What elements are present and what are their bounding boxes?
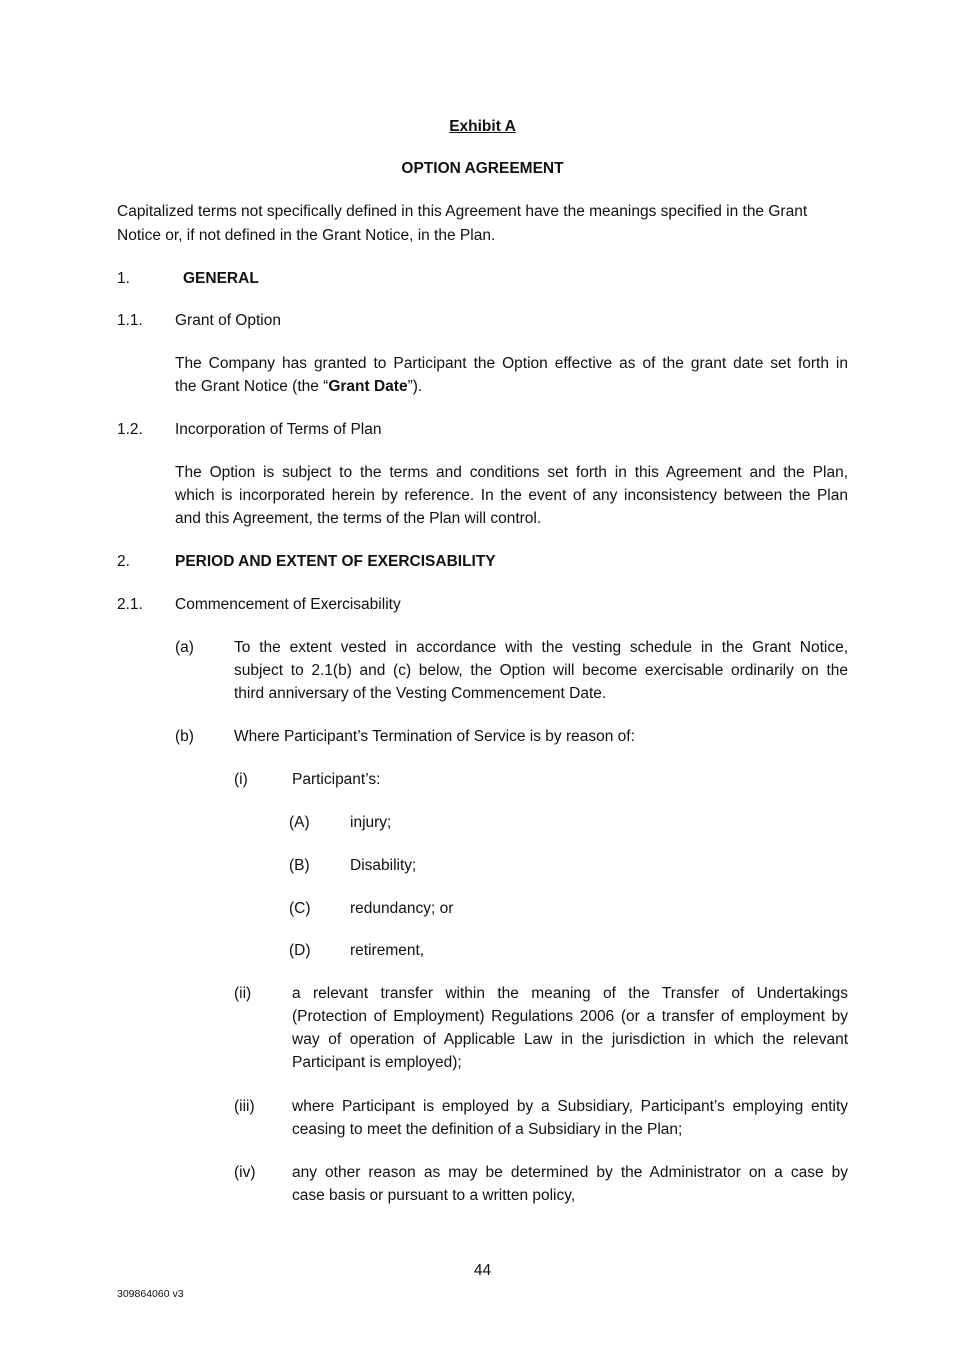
clause-i-text: Participant’s: [292, 771, 381, 788]
clause-i-label: (i) [234, 771, 248, 788]
intro-line-2: Notice or, if not defined in the Grant Notice, in the Plan. [117, 227, 496, 244]
section-1-2-line-1: The Option is subject to the terms and conditions set forth in this Agreement and the Plan, [175, 464, 848, 481]
section-1-1-line-1: The Company has granted to Participant the Option effective as of the grant date set forth in [175, 355, 848, 372]
section-2-1-title: Commencement of Exercisability [175, 596, 401, 613]
clause-C-label: (C) [289, 900, 311, 917]
clause-B-text: Disability; [350, 857, 417, 874]
clause-b-label: (b) [175, 728, 194, 745]
clause-ii-label: (ii) [234, 985, 252, 1002]
section-1-1-title: Grant of Option [175, 312, 281, 329]
section-1-number: 1. [117, 270, 130, 287]
clause-iv-line-1: any other reason as may be determined by the Administrator on a case by [292, 1164, 848, 1181]
section-1-2-number: 1.2. [117, 421, 143, 438]
section-1-title: GENERAL [183, 270, 259, 287]
clause-ii-line-2: (Protection of Employment) Regulations 2006 (or a transfer of employment by [292, 1008, 848, 1025]
document-id: 309864060 v3 [117, 1288, 184, 1300]
clause-b-text: Where Participant’s Termination of Service is by reason of: [234, 728, 635, 745]
clause-B-label: (B) [289, 857, 310, 874]
clause-a-line-2: subject to 2.1(b) and (c) below, the Option will become exercisable ordinarily on the [234, 662, 848, 679]
intro-line-1: Capitalized terms not specifically defined in this Agreement have the meanings specified in the Grant [117, 203, 808, 220]
grant-date-term: Grant Date [328, 378, 408, 395]
clause-ii-line-4: Participant is employed); [292, 1054, 462, 1071]
section-2-title: PERIOD AND EXTENT OF EXERCISABILITY [175, 553, 496, 570]
clause-D-label: (D) [289, 942, 311, 959]
clause-ii-line-1: a relevant transfer within the meaning of the Transfer of Undertakings [292, 985, 848, 1002]
section-2-number: 2. [117, 553, 130, 570]
clause-C-text: redundancy; or [350, 900, 454, 917]
clause-iii-label: (iii) [234, 1098, 255, 1115]
clause-A-label: (A) [289, 814, 310, 831]
section-2-1-number: 2.1. [117, 596, 143, 613]
section-1-2-line-3: and this Agreement, the terms of the Plan will control. [175, 510, 542, 527]
section-1-1-line-2: the Grant Notice (the “Grant Date”). [175, 378, 423, 395]
exhibit-heading: Exhibit A [449, 118, 516, 135]
section-1-1-number: 1.1. [117, 312, 143, 329]
agreement-title: OPTION AGREEMENT [401, 160, 564, 177]
clause-a-label: (a) [175, 639, 194, 656]
clause-iii-line-1: where Participant is employed by a Subsidiary, Participant’s employing entity [292, 1098, 848, 1115]
clause-iv-label: (iv) [234, 1164, 256, 1181]
clause-A-text: injury; [350, 814, 392, 831]
clause-ii-line-3: way of operation of Applicable Law in the jurisdiction in which the relevant [292, 1031, 848, 1048]
section-1-2-title: Incorporation of Terms of Plan [175, 421, 382, 438]
section-1-2-line-2: which is incorporated herein by reference. In the event of any inconsistency between the Plan [175, 487, 848, 504]
clause-a-line-1: To the extent vested in accordance with the vesting schedule in the Grant Notice, [234, 639, 848, 656]
clause-D-text: retirement, [350, 942, 425, 959]
clause-iii-line-2: ceasing to meet the definition of a Subsidiary in the Plan; [292, 1121, 683, 1138]
page-number: 44 [473, 1262, 492, 1279]
clause-iv-line-2: case basis or pursuant to a written policy, [292, 1187, 576, 1204]
clause-a-line-3: third anniversary of the Vesting Commencement Date. [234, 685, 607, 702]
